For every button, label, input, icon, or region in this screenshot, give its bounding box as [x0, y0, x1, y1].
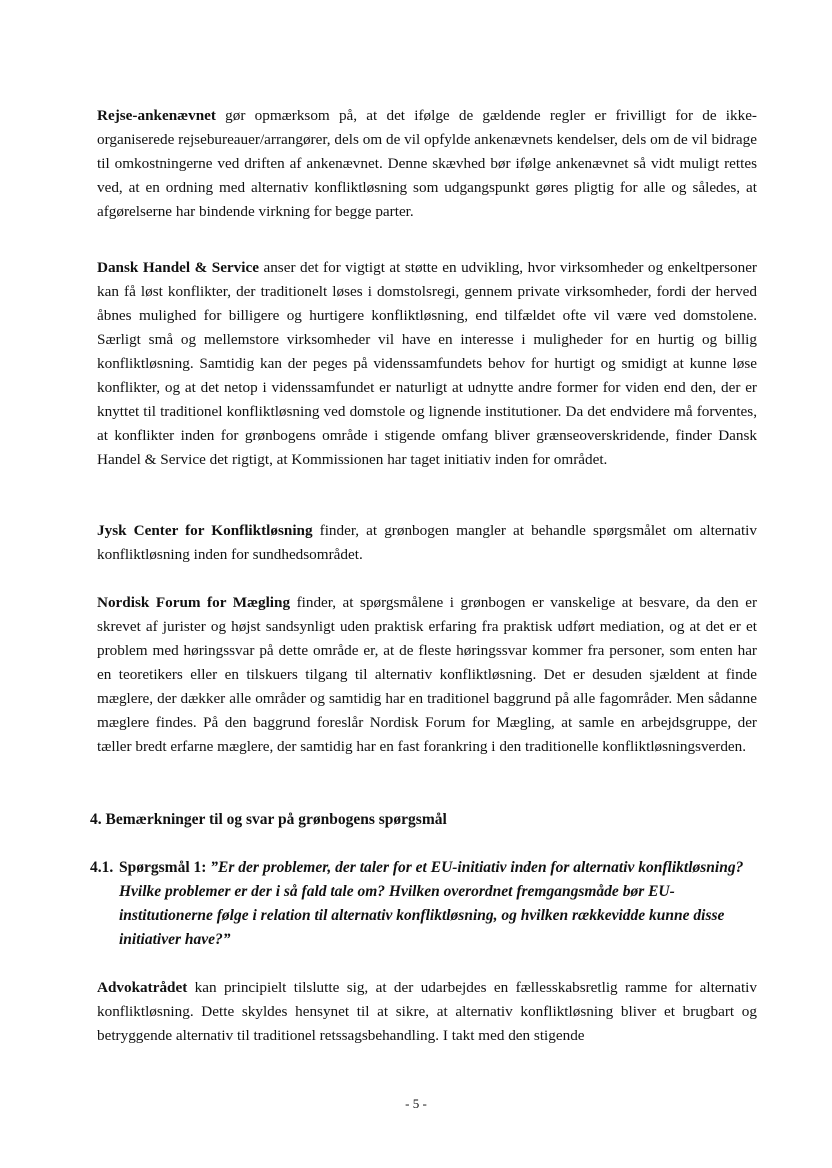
question-number: 4.1. [90, 859, 114, 876]
paragraph-advokatraadet [97, 976, 757, 1048]
organization-name: Jysk Center for Konfliktløsning [97, 522, 313, 539]
section-heading: 4. Bemærkninger til og svar på grønbogens spørgsmål [90, 811, 447, 828]
paragraph-text: gør opmærksom på, at det ifølge de gældende regler er frivilligt for de ikke-organiserede rejsebureauer/arrangører, dels om de vil opfylde ankenævnets kendelser, dels om de vil bidrage til omkostningerne ved driften af ankenævnet. Denne skævhed bør ifølge ankenævnet så vidt muligt rettes ved, at en ordning med alternativ konfliktløsning som udgangspunkt gøres pligtig for alle og således, at afgørelserne har bindende virkning for begge parter. [97, 107, 757, 220]
question-text: ”Er der problemer, der taler for et EU-initiativ inden for alternativ konfliktløsning? Hvilke problemer er der i så fald tale om? Hvilken overordnet fremgangsmåde bør EU-institutionerne følge i relation til alternativ konfliktløsning, og hvilken rækkevidde kunne disse initiativer have?” [119, 859, 744, 948]
paragraph-text: kan principielt tilslutte sig, at der udarbejdes en fællesskabsretlig ramme for alternativ konfliktløsning. Dette skyldes hensynet til at sikre, at alternativ konfliktløsning bliver et brugbart og betryggende alternativ til traditionel retssagsbehandling. I takt med den stigende [97, 979, 757, 1044]
organization-name: Nordisk Forum for Mægling [97, 594, 291, 611]
paragraph-text: anser det for vigtigt at støtte en udvikling, hvor virksomheder og enkeltpersoner kan få løst konflikter, der traditionelt løses i domstolsregi, gennem private virksomheder, fordi der herved åbnes mulighed for billigere og hurtigere konfliktløsning, end tilfældet ofte vil være ved domstolene. Særligt små og mellemstore virksomheder vil have en interesse i muligheder for en hurtig og billig konfliktløsning. Samtidig kan der peges på videnssamfundets behov for hurtigt og smidigt at kunne løse konflikter, og at det netop i videnssamfundet er naturligt at udnytte andre former for viden end den, der er knyttet til traditionel konfliktløsning ved domstole og lignende institutioner. Da det endvidere må forventes, at konflikter inden for grønbogens område i stigende omfang bliver grænseoverskridende, finder Dansk Handel & Service det rigtigt, at Kommissionen har taget initiativ inden for området. [97, 259, 757, 468]
paragraph-text: finder, at grønbogen mangler at behandle spørgsmålet om alternativ konfliktløsning inden for sundhedsområdet. [97, 522, 757, 563]
organization-name: Advokatrådet [97, 979, 188, 996]
organization-name: Dansk Handel & Service [97, 259, 259, 276]
paragraph-text: finder, at spørgsmålene i grønbogen er vanskelige at besvare, da den er skrevet af jurister og højst sandsynligt uden praktisk erfaring fra praktisk udført mediation, og at det er et problem med høringssvar på dette område er, at de fleste høringssvar kommer fra personer, som enten har en teoretikers eller en tilskuers tilgang til alternativ konfliktløsning. Det er desuden sjældent at finde mæglere, der dækker alle områder og samtidig har en traditionel baggrund på alle fagområder. Men sådanne mæglere findes. På den baggrund foreslår Nordisk Forum for Mægling, at samle en arbejdsgruppe, der tæller bredt erfarne mæglere, der samtidig har en fast forankring i den traditionelle konfliktløsningsverden. [97, 594, 758, 755]
question-label: Spørgsmål 1: [119, 859, 211, 876]
paragraph-rejse-ankenaevnet [97, 104, 757, 224]
page-number: - 5 - [405, 1096, 427, 1111]
organization-name: Rejse-ankenævnet [97, 107, 216, 124]
paragraph-jysk-center [97, 519, 757, 567]
question-block [90, 856, 760, 952]
paragraph-nordisk-forum [97, 591, 757, 759]
paragraph-dansk-handel-service [97, 256, 757, 472]
